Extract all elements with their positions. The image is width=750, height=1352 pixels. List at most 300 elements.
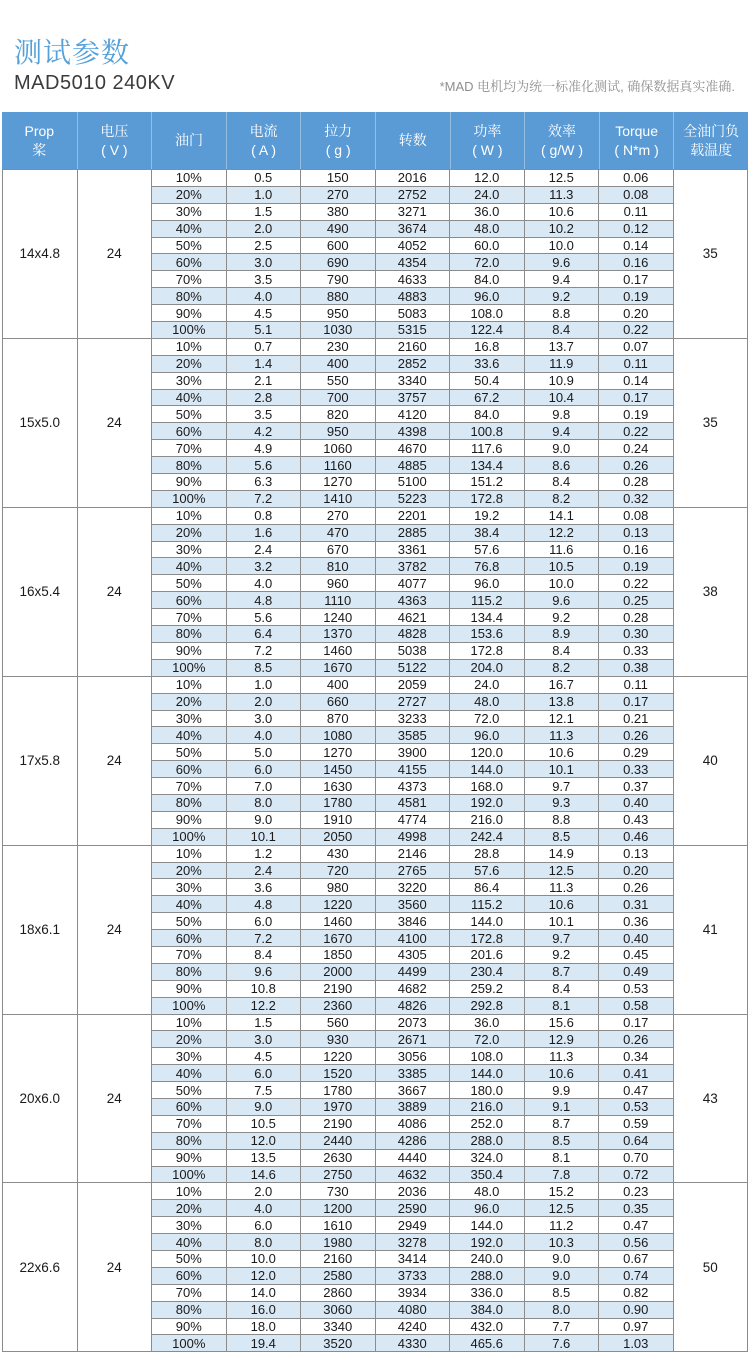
cell-efficiency: 8.2 xyxy=(524,490,599,507)
cell-efficiency: 10.2 xyxy=(524,220,599,237)
cell-power: 192.0 xyxy=(450,1234,525,1251)
cell-torque: 0.26 xyxy=(599,457,674,474)
motor-model-subtitle: MAD5010 240KV xyxy=(14,72,176,94)
cell-thrust: 880 xyxy=(301,288,376,305)
cell-efficiency: 10.4 xyxy=(524,389,599,406)
cell-thrust: 3340 xyxy=(301,1318,376,1335)
cell-torque: 0.97 xyxy=(599,1318,674,1335)
cell-torque: 0.37 xyxy=(599,778,674,795)
cell-power: 86.4 xyxy=(450,879,525,896)
cell-throttle: 60% xyxy=(152,930,227,947)
cell-rpm: 4330 xyxy=(375,1335,450,1352)
cell-throttle: 10% xyxy=(152,1014,227,1031)
cell-efficiency: 10.6 xyxy=(524,896,599,913)
cell-thrust: 2860 xyxy=(301,1284,376,1301)
cell-torque: 0.74 xyxy=(599,1267,674,1284)
cell-current: 3.5 xyxy=(226,406,301,423)
cell-rpm: 2201 xyxy=(375,507,450,524)
cell-torque: 0.70 xyxy=(599,1149,674,1166)
cell-thrust: 690 xyxy=(301,254,376,271)
cell-thrust: 1110 xyxy=(301,592,376,609)
cell-efficiency: 9.0 xyxy=(524,1251,599,1268)
cell-power: 144.0 xyxy=(450,1065,525,1082)
col-header-power xyxy=(450,112,525,169)
cell-rpm: 3361 xyxy=(375,541,450,558)
cell-torque: 0.53 xyxy=(599,1098,674,1115)
cell-efficiency: 8.4 xyxy=(524,322,599,339)
cell-throttle: 50% xyxy=(152,1251,227,1268)
col-header-temp xyxy=(673,112,748,169)
cell-current: 2.5 xyxy=(226,237,301,254)
cell-power: 216.0 xyxy=(450,1098,525,1115)
cell-current: 6.4 xyxy=(226,626,301,643)
cell-rpm: 4398 xyxy=(375,423,450,440)
cell-current: 12.0 xyxy=(226,1132,301,1149)
cell-thrust: 600 xyxy=(301,237,376,254)
cell-thrust: 1460 xyxy=(301,913,376,930)
cell-thrust: 270 xyxy=(301,186,376,203)
cell-thrust: 1200 xyxy=(301,1200,376,1217)
cell-rpm: 2146 xyxy=(375,845,450,862)
cell-current: 1.6 xyxy=(226,524,301,541)
cell-rpm: 2671 xyxy=(375,1031,450,1048)
cell-torque: 0.14 xyxy=(599,237,674,254)
cell-rpm: 5083 xyxy=(375,305,450,322)
cell-throttle: 30% xyxy=(152,541,227,558)
cell-current: 4.0 xyxy=(226,288,301,305)
cell-throttle: 10% xyxy=(152,170,227,187)
cell-power: 19.2 xyxy=(450,507,525,524)
cell-efficiency: 11.3 xyxy=(524,879,599,896)
cell-throttle: 10% xyxy=(152,507,227,524)
cell-efficiency: 9.9 xyxy=(524,1082,599,1099)
cell-rpm: 2059 xyxy=(375,676,450,693)
cell-torque: 0.26 xyxy=(599,1031,674,1048)
cell-efficiency: 7.8 xyxy=(524,1166,599,1183)
col-header-thrust xyxy=(300,112,375,169)
cell-rpm: 3733 xyxy=(375,1267,450,1284)
cell-voltage: 24 xyxy=(77,1014,152,1183)
cell-rpm: 5315 xyxy=(375,322,450,339)
cell-torque: 0.11 xyxy=(599,203,674,220)
cell-torque: 0.38 xyxy=(599,659,674,676)
cell-current: 8.4 xyxy=(226,946,301,963)
cell-efficiency: 8.4 xyxy=(524,474,599,491)
cell-rpm: 4632 xyxy=(375,1166,450,1183)
cell-rpm: 3385 xyxy=(375,1065,450,1082)
cell-efficiency: 8.8 xyxy=(524,811,599,828)
cell-throttle: 70% xyxy=(152,1284,227,1301)
cell-torque: 0.17 xyxy=(599,389,674,406)
cell-prop: 14x4.8 xyxy=(3,170,78,339)
cell-thrust: 1970 xyxy=(301,1098,376,1115)
cell-throttle: 70% xyxy=(152,440,227,457)
cell-throttle: 80% xyxy=(152,457,227,474)
cell-power: 76.8 xyxy=(450,558,525,575)
cell-power: 60.0 xyxy=(450,237,525,254)
cell-power: 50.4 xyxy=(450,372,525,389)
cell-throttle: 10% xyxy=(152,338,227,355)
cell-thrust: 1850 xyxy=(301,946,376,963)
cell-thrust: 950 xyxy=(301,305,376,322)
cell-power: 122.4 xyxy=(450,322,525,339)
cell-efficiency: 12.2 xyxy=(524,524,599,541)
cell-current: 9.0 xyxy=(226,811,301,828)
col-header-prop-line: 桨 xyxy=(32,141,47,158)
cell-current: 7.0 xyxy=(226,778,301,795)
cell-current: 10.8 xyxy=(226,980,301,997)
cell-power: 242.4 xyxy=(450,828,525,845)
cell-rpm: 3414 xyxy=(375,1251,450,1268)
cell-thrust: 960 xyxy=(301,575,376,592)
cell-current: 1.0 xyxy=(226,186,301,203)
cell-efficiency: 11.3 xyxy=(524,727,599,744)
cell-power: 48.0 xyxy=(450,220,525,237)
col-header-power-line: ( W ) xyxy=(472,141,503,158)
cell-thrust: 270 xyxy=(301,507,376,524)
cell-efficiency: 11.3 xyxy=(524,186,599,203)
cell-thrust: 2190 xyxy=(301,1115,376,1132)
cell-rpm: 3667 xyxy=(375,1082,450,1099)
cell-torque: 0.19 xyxy=(599,558,674,575)
cell-torque: 0.53 xyxy=(599,980,674,997)
cell-voltage: 24 xyxy=(77,170,152,339)
cell-power: 465.6 xyxy=(450,1335,525,1352)
cell-current: 7.5 xyxy=(226,1082,301,1099)
cell-thrust: 700 xyxy=(301,389,376,406)
cell-rpm: 3757 xyxy=(375,389,450,406)
cell-efficiency: 8.4 xyxy=(524,980,599,997)
cell-efficiency: 9.0 xyxy=(524,440,599,457)
cell-rpm: 2160 xyxy=(375,338,450,355)
cell-throttle: 70% xyxy=(152,609,227,626)
col-header-efficiency-line: 效率 xyxy=(547,123,576,140)
cell-throttle: 40% xyxy=(152,727,227,744)
cell-throttle: 60% xyxy=(152,761,227,778)
cell-rpm: 3846 xyxy=(375,913,450,930)
col-header-voltage xyxy=(77,112,152,169)
cell-current: 6.0 xyxy=(226,913,301,930)
cell-throttle: 100% xyxy=(152,490,227,507)
cell-power: 216.0 xyxy=(450,811,525,828)
cell-thrust: 230 xyxy=(301,338,376,355)
cell-current: 8.5 xyxy=(226,659,301,676)
cell-power: 172.8 xyxy=(450,490,525,507)
col-header-temp-line: 全油门负 xyxy=(683,123,740,140)
cell-throttle: 100% xyxy=(152,828,227,845)
cell-efficiency: 12.9 xyxy=(524,1031,599,1048)
cell-torque: 0.47 xyxy=(599,1217,674,1234)
cell-throttle: 40% xyxy=(152,896,227,913)
cell-throttle: 40% xyxy=(152,558,227,575)
cell-throttle: 80% xyxy=(152,1301,227,1318)
col-header-current xyxy=(226,112,301,169)
cell-thrust: 2360 xyxy=(301,997,376,1014)
cell-current: 1.5 xyxy=(226,1014,301,1031)
cell-power: 292.8 xyxy=(450,997,525,1014)
cell-torque: 0.06 xyxy=(599,170,674,187)
cell-torque: 0.33 xyxy=(599,761,674,778)
cell-thrust: 1060 xyxy=(301,440,376,457)
cell-thrust: 720 xyxy=(301,862,376,879)
cell-temp: 43 xyxy=(673,1014,748,1183)
cell-temp: 50 xyxy=(673,1183,748,1352)
col-header-rpm-line: 转数 xyxy=(398,132,427,149)
cell-throttle: 70% xyxy=(152,271,227,288)
col-header-voltage-line: ( V ) xyxy=(101,141,128,158)
cell-thrust: 470 xyxy=(301,524,376,541)
cell-torque: 0.46 xyxy=(599,828,674,845)
cell-current: 2.4 xyxy=(226,541,301,558)
cell-thrust: 490 xyxy=(301,220,376,237)
cell-current: 6.0 xyxy=(226,1065,301,1082)
cell-efficiency: 10.1 xyxy=(524,761,599,778)
cell-current: 7.2 xyxy=(226,930,301,947)
col-header-throttle xyxy=(151,112,226,169)
cell-torque: 0.20 xyxy=(599,305,674,322)
cell-rpm: 2752 xyxy=(375,186,450,203)
cell-throttle: 20% xyxy=(152,355,227,372)
cell-throttle: 30% xyxy=(152,1217,227,1234)
cell-rpm: 5100 xyxy=(375,474,450,491)
cell-power: 384.0 xyxy=(450,1301,525,1318)
cell-efficiency: 10.9 xyxy=(524,372,599,389)
cell-current: 6.0 xyxy=(226,1217,301,1234)
col-header-power-line: 功率 xyxy=(473,123,502,140)
cell-rpm: 4086 xyxy=(375,1115,450,1132)
cell-torque: 0.26 xyxy=(599,727,674,744)
cell-throttle: 40% xyxy=(152,220,227,237)
cell-torque: 0.40 xyxy=(599,794,674,811)
col-header-efficiency-line: ( g/W ) xyxy=(540,141,583,158)
cell-voltage: 24 xyxy=(77,338,152,507)
cell-current: 4.0 xyxy=(226,727,301,744)
table-row xyxy=(3,1014,748,1031)
cell-current: 4.5 xyxy=(226,305,301,322)
cell-efficiency: 9.1 xyxy=(524,1098,599,1115)
cell-rpm: 4581 xyxy=(375,794,450,811)
cell-power: 134.4 xyxy=(450,609,525,626)
cell-torque: 0.13 xyxy=(599,524,674,541)
cell-current: 13.5 xyxy=(226,1149,301,1166)
cell-efficiency: 8.1 xyxy=(524,1149,599,1166)
cell-thrust: 1460 xyxy=(301,642,376,659)
cell-rpm: 4998 xyxy=(375,828,450,845)
cell-rpm: 3674 xyxy=(375,220,450,237)
cell-throttle: 30% xyxy=(152,879,227,896)
page-title: 测试参数 xyxy=(14,37,131,68)
cell-rpm: 2885 xyxy=(375,524,450,541)
cell-thrust: 1220 xyxy=(301,896,376,913)
cell-current: 9.0 xyxy=(226,1098,301,1115)
cell-rpm: 3560 xyxy=(375,896,450,913)
cell-thrust: 1670 xyxy=(301,659,376,676)
cell-torque: 0.32 xyxy=(599,490,674,507)
cell-torque: 0.23 xyxy=(599,1183,674,1200)
col-header-efficiency xyxy=(524,112,599,169)
cell-efficiency: 9.8 xyxy=(524,406,599,423)
cell-thrust: 3060 xyxy=(301,1301,376,1318)
cell-thrust: 1980 xyxy=(301,1234,376,1251)
cell-throttle: 20% xyxy=(152,693,227,710)
cell-power: 153.6 xyxy=(450,626,525,643)
cell-current: 5.1 xyxy=(226,322,301,339)
cell-temp: 35 xyxy=(673,338,748,507)
cell-rpm: 3271 xyxy=(375,203,450,220)
cell-throttle: 70% xyxy=(152,1115,227,1132)
cell-power: 144.0 xyxy=(450,913,525,930)
cell-rpm: 4826 xyxy=(375,997,450,1014)
cell-current: 10.0 xyxy=(226,1251,301,1268)
cell-power: 204.0 xyxy=(450,659,525,676)
cell-rpm: 4077 xyxy=(375,575,450,592)
cell-efficiency: 8.7 xyxy=(524,963,599,980)
cell-throttle: 80% xyxy=(152,1132,227,1149)
cell-rpm: 2765 xyxy=(375,862,450,879)
cell-torque: 0.11 xyxy=(599,355,674,372)
cell-torque: 0.17 xyxy=(599,693,674,710)
cell-rpm: 4670 xyxy=(375,440,450,457)
cell-power: 96.0 xyxy=(450,575,525,592)
col-header-current-line: ( A ) xyxy=(251,141,277,158)
cell-throttle: 20% xyxy=(152,862,227,879)
cell-torque: 0.08 xyxy=(599,186,674,203)
cell-throttle: 20% xyxy=(152,524,227,541)
cell-torque: 0.64 xyxy=(599,1132,674,1149)
cell-torque: 0.19 xyxy=(599,406,674,423)
cell-torque: 0.43 xyxy=(599,811,674,828)
cell-prop: 20x6.0 xyxy=(3,1014,78,1183)
cell-efficiency: 12.5 xyxy=(524,170,599,187)
cell-current: 5.6 xyxy=(226,457,301,474)
cell-power: 36.0 xyxy=(450,203,525,220)
cell-power: 96.0 xyxy=(450,288,525,305)
cell-power: 24.0 xyxy=(450,676,525,693)
cell-thrust: 660 xyxy=(301,693,376,710)
cell-thrust: 400 xyxy=(301,355,376,372)
cell-efficiency: 10.3 xyxy=(524,1234,599,1251)
cell-power: 36.0 xyxy=(450,1014,525,1031)
cell-power: 350.4 xyxy=(450,1166,525,1183)
cell-efficiency: 10.0 xyxy=(524,237,599,254)
cell-power: 117.6 xyxy=(450,440,525,457)
cell-throttle: 50% xyxy=(152,406,227,423)
cell-efficiency: 8.4 xyxy=(524,642,599,659)
cell-thrust: 1270 xyxy=(301,474,376,491)
table-row xyxy=(3,338,748,355)
cell-thrust: 670 xyxy=(301,541,376,558)
cell-rpm: 3233 xyxy=(375,710,450,727)
cell-efficiency: 11.2 xyxy=(524,1217,599,1234)
cell-torque: 0.17 xyxy=(599,271,674,288)
cell-current: 16.0 xyxy=(226,1301,301,1318)
heading-block xyxy=(0,0,750,112)
cell-current: 1.0 xyxy=(226,676,301,693)
cell-efficiency: 8.5 xyxy=(524,828,599,845)
cell-torque: 0.08 xyxy=(599,507,674,524)
col-header-current-line: 电流 xyxy=(249,123,278,140)
cell-thrust: 790 xyxy=(301,271,376,288)
cell-torque: 0.90 xyxy=(599,1301,674,1318)
cell-efficiency: 9.6 xyxy=(524,592,599,609)
cell-efficiency: 13.8 xyxy=(524,693,599,710)
cell-current: 2.8 xyxy=(226,389,301,406)
cell-thrust: 1520 xyxy=(301,1065,376,1082)
cell-power: 192.0 xyxy=(450,794,525,811)
cell-current: 0.7 xyxy=(226,338,301,355)
cell-power: 324.0 xyxy=(450,1149,525,1166)
cell-current: 4.8 xyxy=(226,592,301,609)
cell-efficiency: 8.6 xyxy=(524,457,599,474)
cell-thrust: 1160 xyxy=(301,457,376,474)
cell-efficiency: 10.0 xyxy=(524,575,599,592)
cell-current: 14.0 xyxy=(226,1284,301,1301)
cell-current: 4.2 xyxy=(226,423,301,440)
col-header-thrust-line: ( g ) xyxy=(325,141,351,158)
cell-throttle: 60% xyxy=(152,254,227,271)
cell-thrust: 1270 xyxy=(301,744,376,761)
cell-throttle: 60% xyxy=(152,423,227,440)
cell-rpm: 3782 xyxy=(375,558,450,575)
cell-efficiency: 8.8 xyxy=(524,305,599,322)
cell-power: 100.8 xyxy=(450,423,525,440)
table-column-headers xyxy=(2,112,748,169)
cell-rpm: 4499 xyxy=(375,963,450,980)
cell-throttle: 90% xyxy=(152,811,227,828)
cell-torque: 0.41 xyxy=(599,1065,674,1082)
cell-efficiency: 10.1 xyxy=(524,913,599,930)
cell-thrust: 930 xyxy=(301,1031,376,1048)
cell-rpm: 3900 xyxy=(375,744,450,761)
cell-throttle: 100% xyxy=(152,1335,227,1352)
cell-throttle: 90% xyxy=(152,1149,227,1166)
cell-torque: 0.22 xyxy=(599,575,674,592)
cell-thrust: 2440 xyxy=(301,1132,376,1149)
cell-rpm: 5122 xyxy=(375,659,450,676)
cell-throttle: 50% xyxy=(152,237,227,254)
cell-thrust: 2000 xyxy=(301,963,376,980)
cell-current: 3.5 xyxy=(226,271,301,288)
cell-torque: 0.30 xyxy=(599,626,674,643)
cell-efficiency: 12.5 xyxy=(524,862,599,879)
cell-rpm: 4363 xyxy=(375,592,450,609)
cell-current: 5.0 xyxy=(226,744,301,761)
cell-thrust: 1370 xyxy=(301,626,376,643)
cell-rpm: 2852 xyxy=(375,355,450,372)
cell-efficiency: 8.7 xyxy=(524,1115,599,1132)
cell-rpm: 4633 xyxy=(375,271,450,288)
cell-current: 4.0 xyxy=(226,575,301,592)
cell-thrust: 730 xyxy=(301,1183,376,1200)
cell-torque: 0.16 xyxy=(599,254,674,271)
cell-efficiency: 10.6 xyxy=(524,1065,599,1082)
cell-power: 151.2 xyxy=(450,474,525,491)
cell-torque: 0.49 xyxy=(599,963,674,980)
cell-rpm: 2590 xyxy=(375,1200,450,1217)
cell-throttle: 30% xyxy=(152,710,227,727)
cell-efficiency: 15.6 xyxy=(524,1014,599,1031)
cell-throttle: 80% xyxy=(152,288,227,305)
cell-throttle: 20% xyxy=(152,1031,227,1048)
cell-current: 4.0 xyxy=(226,1200,301,1217)
cell-current: 2.0 xyxy=(226,220,301,237)
cell-efficiency: 10.6 xyxy=(524,744,599,761)
cell-rpm: 2016 xyxy=(375,170,450,187)
cell-rpm: 4052 xyxy=(375,237,450,254)
cell-current: 2.1 xyxy=(226,372,301,389)
cell-current: 1.2 xyxy=(226,845,301,862)
cell-prop: 17x5.8 xyxy=(3,676,78,845)
